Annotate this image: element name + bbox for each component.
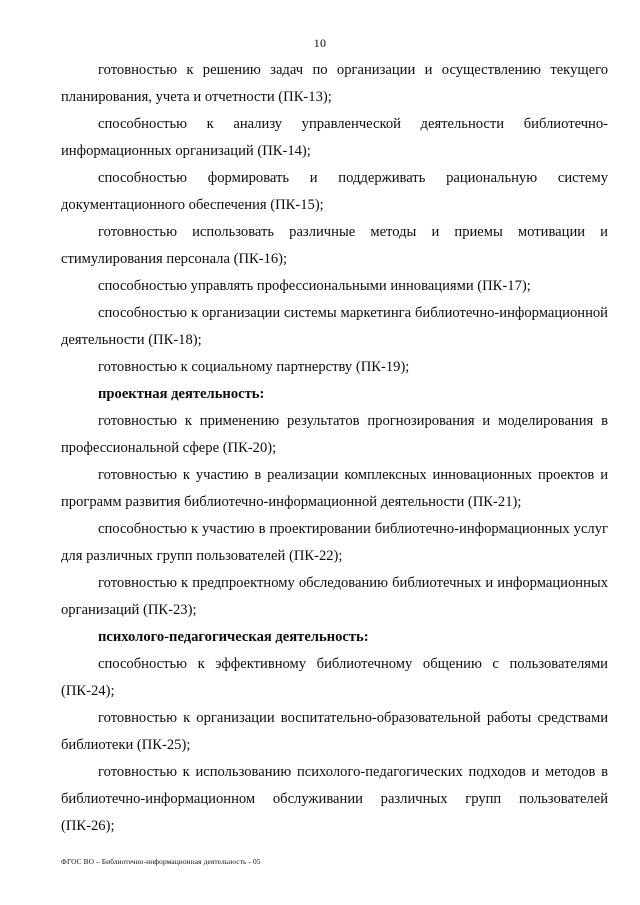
competency-item: готовностью к использованию психолого-педагогических подходов и методов в библиотечно-информационном обслуживании различных групп пользователей (ПК-26);	[61, 764, 608, 834]
competency-item: способностью управлять профессиональными инновациями (ПК-17);	[98, 278, 531, 294]
section-heading: проектная деятельность:	[98, 386, 265, 402]
competency-item: готовностью к решению задач по организации и осуществлению текущего планирования, учета и отчетности (ПК-13);	[61, 62, 608, 105]
competency-item: готовностью использовать различные методы и приемы мотивации и стимулирования персонала (ПК-16);	[61, 224, 608, 267]
competency-item: готовностью к применению результатов прогнозирования и моделирования в профессиональной сфере (ПК-20);	[61, 413, 608, 456]
competency-item: способностью к анализу управленческой деятельности библиотечно-информационных организаций (ПК-14);	[61, 116, 608, 159]
competency-item: готовностью к предпроектному обследованию библиотечных и информационных организаций (ПК-23);	[61, 575, 608, 618]
competency-item: готовностью к участию в реализации комплексных инновационных проектов и программ развития библиотечно-информационной деятельности (ПК-21);	[61, 467, 608, 510]
section-heading: психолого-педагогическая деятельность:	[98, 629, 369, 645]
document-footer: ФГОС ВО – Библиотечно-информационная деятельность - 05	[61, 857, 261, 866]
document-body	[61, 57, 608, 840]
competency-item: способностью формировать и поддерживать рациональную систему документационного обеспечения (ПК-15);	[61, 170, 608, 213]
competency-item: способностью к участию в проектировании библиотечно-информационных услуг для различных групп пользователей (ПК-22);	[61, 521, 608, 564]
competency-item: способностью к организации системы маркетинга библиотечно-информационной деятельности (ПК-18);	[61, 305, 608, 348]
page-number: 10	[313, 36, 327, 50]
competency-item: способностью к эффективному библиотечному общению с пользователями (ПК-24);	[61, 656, 608, 699]
competency-item: готовностью к организации воспитательно-образовательной работы средствами библиотеки (ПК-25);	[61, 710, 608, 753]
competency-item: готовностью к социальному партнерству (ПК-19);	[98, 359, 410, 375]
